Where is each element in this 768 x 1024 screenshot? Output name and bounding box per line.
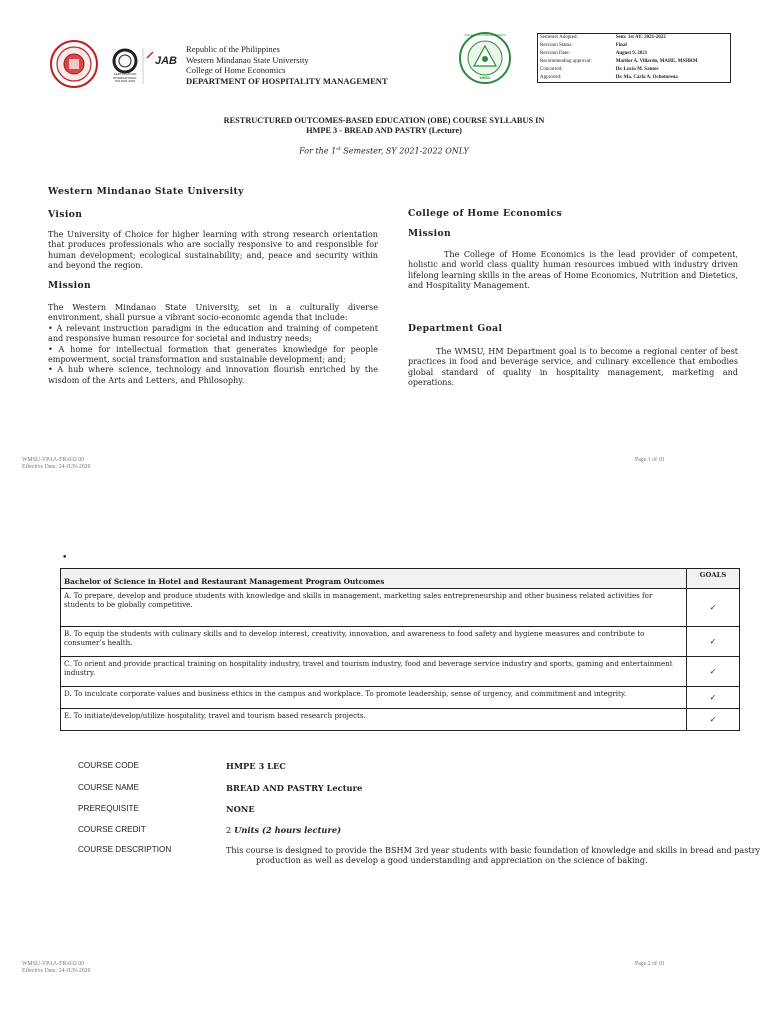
prerequisite-label: PREREQUISITE xyxy=(78,804,139,813)
syllabus-title: RESTRUCTURED OUTCOMES-BASED EDUCATION (OBE) COURSE SYLLABUS IN HMPE 3 - BREAD AND PASTRY (Lecture) xyxy=(223,116,545,135)
header-line: College of Home Economics xyxy=(186,65,286,76)
footer-code: WMSU-VPAA-FR-032.00 Effective Date: 24-JUN-2020 xyxy=(22,961,91,974)
revision-row: Revision Status: Final xyxy=(540,43,627,48)
table-row: D. To inculcate corporate values and business ethics in the campus and workplace. To promote leadership, sense of urgency, and commitment and integrity. ✓ xyxy=(61,687,740,709)
revision-row: Semester Adopted: Sem: 1st AY: 2021-2022 xyxy=(540,35,666,40)
table-row: E. To initiate/develop/utilize hospitality, travel and tourism based research projects. ✓ xyxy=(61,709,740,731)
revision-row: Recommending approval: Marilor A. Villardo, MAHE, MSHRM xyxy=(540,59,698,64)
check-mark: ✓ xyxy=(687,589,740,627)
revision-row: Revision Date: August 9, 2021 xyxy=(540,51,648,56)
wmsu-logo xyxy=(50,40,98,88)
program-outcomes-header: Bachelor of Science in Hotel and Restaurant Management Program Outcomes xyxy=(61,569,687,589)
course-description-label: COURSE DESCRIPTION xyxy=(78,845,172,854)
program-outcomes-table xyxy=(60,568,740,731)
prerequisite-value: NONE xyxy=(226,804,255,814)
university-heading: Western Mindanao State University xyxy=(48,186,244,197)
course-credit-label: COURSE CREDIT xyxy=(78,825,146,834)
bullet-mark: • xyxy=(62,553,68,563)
course-credit-value: 2 Units (2 hours lecture) xyxy=(226,825,342,835)
goals-header: GOALS xyxy=(687,569,740,589)
college-mission-heading: Mission xyxy=(408,228,452,239)
table-row: A. To prepare, develop and produce students with knowledge and skills in management, marketing sales entrepreneurship and other business related activities for students to be globally competitive. ✓ xyxy=(61,589,740,627)
vision-text: The University of Choice for higher learning with strong research orientation that produces professionals who are socially responsive to and responsible for human development; ecological sustainability; and, peace and security within and beyond the region. xyxy=(48,229,378,271)
svg-text:JAB: JAB xyxy=(155,55,177,67)
semester-note: For the 1st Semester, SY 2021-2022 ONLY xyxy=(299,146,469,156)
cert-logo-text: INTERNATIONAL xyxy=(113,75,137,80)
mission-text: The Western Mindanao State University, set in a culturally diverse environment, shall pursue a vibrant socio-economic agenda that include: • A relevant instruction paradigm in the education and training of competent and responsive human resource for societal and industry needs; • A home for intellectual formation that generates knowledge for people empowerment, social transformation and sustainable development; and; • A hub where science, technology and innovation flourish enriched by the wisdom of the Arts and Letters, and Philosophy. xyxy=(48,302,378,385)
certification-logo xyxy=(107,44,177,88)
page-number: Page 2 of 10 xyxy=(635,961,665,967)
check-mark: ✓ xyxy=(687,687,740,709)
mission-heading: Mission xyxy=(48,280,92,291)
department-goal-heading: Department Goal xyxy=(408,323,503,334)
vision-heading: Vision xyxy=(48,209,83,220)
cert-logo-text: ISO 9001:2015 xyxy=(114,79,136,84)
course-code-label: COURSE CODE xyxy=(78,761,139,770)
course-name-label: COURSE NAME xyxy=(78,783,139,792)
check-mark: ✓ xyxy=(687,657,740,687)
cert-logo-text: CERTIFICATION xyxy=(113,72,137,76)
college-seal xyxy=(459,32,511,84)
revision-table xyxy=(537,33,731,83)
department-name: DEPARTMENT OF HOSPITALITY MANAGEMENT xyxy=(186,75,388,86)
seal-text: COLLEGE OF HOME ECONOMICS xyxy=(464,34,506,37)
course-description-value: This course is designed to provide the BSHM 3rd year students with basic foundation of knowledge and skills in bread and pastry production as well as develop a good understanding and appreciation on the science of baking. xyxy=(226,845,761,866)
revision-row: Concurred: Dr. Lucio M. Santos xyxy=(540,67,659,72)
table-row: C. To orient and provide practical training on hospitality industry, travel and tourism industry, food and beverage service industry and sports, gaming and entertainment industry. ✓ xyxy=(61,657,740,687)
header-text xyxy=(186,44,388,86)
footer-code: WMSU-VPAA-FR-032.00 Effective Date: 24-JUN-2020 xyxy=(22,457,91,470)
college-mission-text: The College of Home Economics is the lead provider of competent, holistic and world class quality human resources imbued with industry driven lifelong learning skills in the areas of Home Economics, Nutrition and Dietetics, and Hospitality Management. xyxy=(408,249,738,291)
header-line: Republic of the Philippines xyxy=(186,44,280,54)
course-name-value: BREAD AND PASTRY Lecture xyxy=(226,783,363,793)
department-goal-text: The WMSU, HM Department goal is to become a regional center of best practices in food and beverage service, and culinary excellence that embodies global standard of quality in hospitality management, marketing and operations. xyxy=(408,346,738,388)
header-line: Western Mindanao State University xyxy=(186,54,309,65)
seal-bottom-text: WMSU xyxy=(479,76,491,80)
table-row: B. To equip the students with culinary skills and to develop interest, creativity, innovation, and awareness to food safety and hygiene measures and contribute to consumer’s health. ✓ xyxy=(61,627,740,657)
revision-row: Approved: Dr. Ma. Carla A. Ochotorena xyxy=(540,75,678,80)
page-number: Page 1 of 10 xyxy=(635,457,665,463)
check-mark: ✓ xyxy=(687,627,740,657)
check-mark: ✓ xyxy=(687,709,740,731)
course-code-value: HMPE 3 LEC xyxy=(226,761,286,771)
college-heading: College of Home Economics xyxy=(408,208,563,219)
table-header-row xyxy=(61,569,740,589)
